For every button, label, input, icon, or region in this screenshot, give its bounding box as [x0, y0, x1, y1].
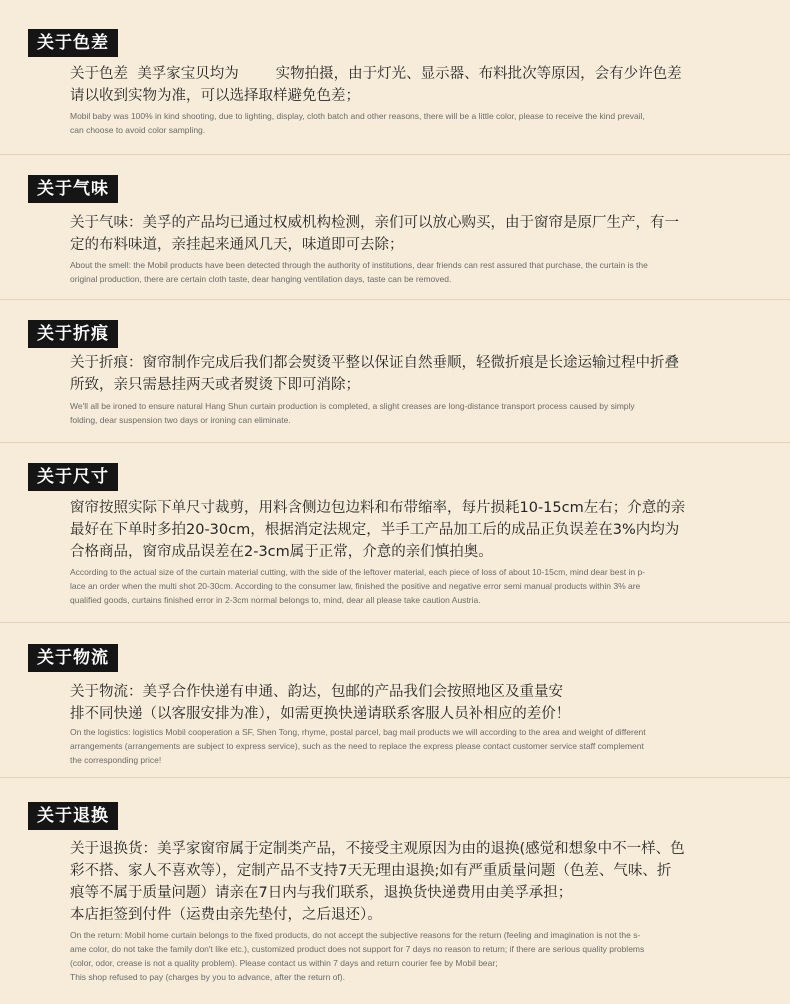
section-color-difference [0, 0, 790, 155]
section-smell [0, 155, 790, 300]
section-body-en: Mobil baby was 100% in kind shooting, due to lighting, display, cloth batch and other reasons, there will be a little color, please to receive the kind prevail, can choose to avoid color sampling. [70, 111, 645, 135]
section-title: 关于退换 [28, 802, 118, 830]
section-title: 关于物流 [28, 644, 118, 672]
section-logistics [0, 623, 790, 778]
section-body-en: On the logistics: logistics Mobil cooperation a SF, Shen Tong, rhyme, postal parcel, bag mail products we will according to the area and weight of different arrangements (arrangements are subject to express service), such as the need to replace the express please contact customer service staff complement the corresponding price! [70, 727, 646, 765]
section-body-en: According to the actual size of the curtain material cutting, with the side of the leftover material, each piece of loss of about 10-15cm, mind dear best in p- lace an order when the multi shot 20-30cm. According to the consumer law, finished the positive and negative error semi manual products within 3% are qualified goods, curtains finished error in 2-3cm normal belongs to, mind, dear all please take caution Austria. [70, 567, 645, 605]
section-body-en: On the return: Mobil home curtain belongs to the fixed products, do not accept the subjective reasons for the return (feeling and imagination is not the s- ame color, do not take the family don't like etc.), customized product does not support for 7 days no reason to return; if there are serious quality problems (color, odor, crease is not a quality problem). Please contact us within 7 days and return courier fee by Mobil bear; This shop refused to pay (charges by you to advance, after the return of). [70, 930, 645, 982]
section-size [0, 443, 790, 623]
section-body-cn: 关于物流：美孚合作快递有申通、韵达，包邮的产品我们会按照地区及重量安 排不同快递（以客服安排为准），如需更换快递请联系客服人员补相应的差价！ [70, 684, 571, 722]
section-crease [0, 300, 790, 443]
section-body-cn: 关于气味：美孚的产品均已通过权威机构检测，亲们可以放心购买，由于窗帘是原厂生产，有一 定的布料味道，亲挂起来通风几天，味道即可去除； [70, 215, 679, 253]
section-title: 关于尺寸 [28, 463, 118, 491]
section-body-en: About the smell: the Mobil products have been detected through the authority of institutions, dear friends can rest assured that purchase, the curtain is the original production, there are certain cloth taste, dear hanging ventilation days, taste can be removed. [70, 260, 648, 284]
section-body-cn: 关于退换货：美孚家窗帘属于定制类产品，不接受主观原因为由的退换(感觉和想象中不一样、色 彩不搭、家人不喜欢等），定制产品不支持7天无理由退换;如有严重质量问题（色差、气味、折 痕等不属于质量问题）请亲在7日内与我们联系，退换货快递费用由美孚承担； 本店拒签到付件（运费由亲先垫付，之后退还）。 [70, 841, 685, 923]
section-body-cn: 关于折痕：窗帘制作完成后我们都会熨烫平整以保证自然垂顺，轻微折痕是长途运输过程中折叠 所致，亲只需悬挂两天或者熨烫下即可消除； [70, 355, 679, 393]
section-body-en: We'll all be ironed to ensure natural Hang Shun curtain production is completed, a slight creases are long-distance transport process caused by simply folding, dear suspension two days or ironing can eliminate. [70, 401, 635, 425]
section-body-cn: 窗帘按照实际下单尺寸裁剪，用料含侧边包边料和布带缩率，每片损耗10-15cm左右；介意的亲 最好在下单时多拍20-30cm，根据消定法规定，半手工产品加工后的成品正负误差在3%内均为 合格商品，窗帘成品误差在2-3cm属于正常，介意的亲们慎拍奥。 [70, 500, 686, 560]
section-title: 关于气味 [28, 175, 118, 203]
section-returns [0, 778, 790, 1004]
section-title: 关于折痕 [28, 320, 118, 348]
section-title: 关于色差 [28, 29, 118, 57]
section-body-cn: 关于色差 美孚家宝贝均为 实物拍摄，由于灯光、显示器、布料批次等原因，会有少许色差 请以收到实物为准，可以选择取样避免色差； [70, 66, 682, 104]
